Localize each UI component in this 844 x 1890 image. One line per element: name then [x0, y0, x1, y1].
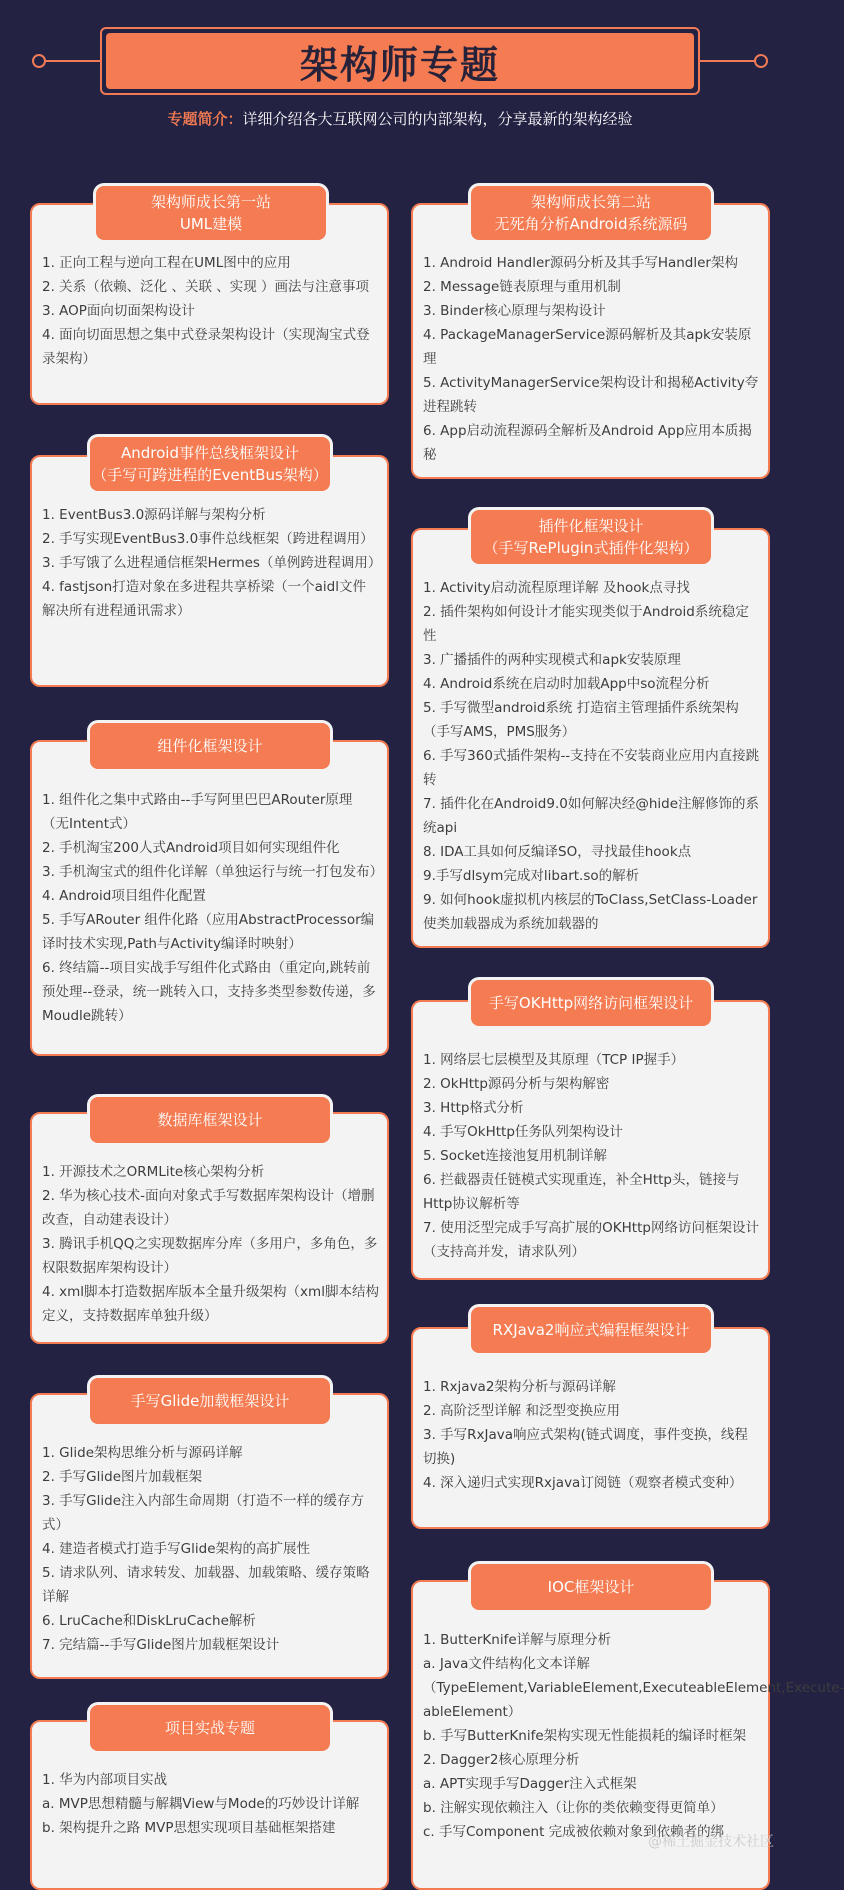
- list-item: 3. 广播插件的两种实现模式和apk安装原理: [423, 652, 681, 668]
- list-item: 3. Http格式分析: [423, 1100, 524, 1116]
- card-plugin: [411, 528, 770, 948]
- list-item: a. APT实现手写Dagger注入式框架: [423, 1776, 637, 1792]
- list-item: 5. 手写微型android系统 打造宿主管理插件系统架构（手写AMS，PMS服务）: [423, 700, 739, 740]
- list-item: 1. Glide架构思维分析与源码详解: [42, 1445, 243, 1461]
- list-item: 1. 开源技术之ORMLite核心架构分析: [42, 1164, 265, 1180]
- list-item: 9.手写dlsym完成对libart.so的解析: [423, 868, 640, 884]
- watermark: @稀土掘金技术社区: [648, 1834, 774, 1850]
- list-item: 4. PackageManagerService源码解析及其apk安装原理: [423, 327, 752, 367]
- list-item: 3. AOP面向切面架构设计: [42, 303, 195, 319]
- card-title-line: RXJava2响应式编程框架设计: [492, 1321, 690, 1339]
- list-item: 3. 手机淘宝式的组件化详解（单独运行与统一打包发布）: [42, 864, 384, 880]
- list-item: 3. 手写Glide注入内部生命周期（打造不一样的缓存方式）: [42, 1493, 365, 1533]
- list-item: 2. OkHttp源码分析与架构解密: [423, 1076, 610, 1092]
- list-item: 2. 手写Glide图片加载框架: [42, 1469, 203, 1485]
- card-glide: [30, 1393, 389, 1679]
- card-component-title: [90, 723, 330, 769]
- card-title-line: 插件化框架设计: [538, 517, 644, 535]
- title-line-right: [700, 60, 756, 62]
- list-item: 2. 高阶泛型详解 和泛型变换应用: [423, 1403, 620, 1419]
- card-database-title: [90, 1097, 330, 1143]
- list-item: 1. 华为内部项目实战: [42, 1772, 168, 1788]
- list-item: 4. 手写OkHttp任务队列架构设计: [423, 1124, 623, 1140]
- list-item: 4. 建造者模式打造手写Glide架构的高扩展性: [42, 1541, 311, 1557]
- list-item: a. MVP思想精髓与解耦View与Mode的巧妙设计详解: [42, 1796, 360, 1812]
- title-dot-right: [754, 54, 768, 68]
- list-item: 3. Binder核心原理与架构设计: [423, 303, 606, 319]
- list-item: 3. 腾讯手机QQ之实现数据库分库（多用户，多角色，多权限数据库架构设计）: [42, 1236, 378, 1276]
- list-item: 8. IDA工具如何反编译SO，寻找最佳hook点: [423, 844, 692, 860]
- card-uml-title: [96, 186, 326, 240]
- card-title-line: （手写可跨进程的EventBus架构）: [92, 466, 328, 484]
- card-title-line: 架构师成长第一站: [150, 193, 271, 211]
- card-okhttp-list: [413, 1048, 768, 1264]
- list-item: b. 架构提升之路 MVP思想实现项目基础框架搭建: [42, 1820, 336, 1836]
- list-item: 2. Message链表原理与重用机制: [423, 279, 621, 295]
- list-item: 5. 手写ARouter 组件化路（应用AbstractProcessor编译时技术实现,Path与Activity编译时映射）: [42, 912, 375, 952]
- card-eventbus-title: [90, 437, 330, 491]
- list-item: b. 注解实现依赖注入（让你的类依赖变得更简单）: [423, 1800, 724, 1816]
- card-title-line: 手写Glide加载框架设计: [130, 1392, 290, 1410]
- card-title-line: 架构师成长第二站: [530, 193, 651, 211]
- list-item: 4. xml脚本打造数据库版本全量升级架构（xml脚本结构定义，支持数据库单独升级）: [42, 1284, 379, 1324]
- list-item: 6. 终结篇--项目实战手写组件化式路由（重定向,跳转前预处理--登录，统一跳转入口，支持多类型参数传递，多Moudle跳转）: [42, 960, 376, 1024]
- card-android-source: [411, 203, 770, 479]
- list-item: 5. Socket连接池复用机制详解: [423, 1148, 607, 1164]
- list-item: 1. Activity启动流程原理详解 及hook点寻找: [423, 580, 690, 596]
- card-title-line: 手写OKHttp网络访问框架设计: [488, 994, 694, 1012]
- card-title-line: 项目实战专题: [164, 1719, 255, 1737]
- list-item: 1. 网络层七层模型及其原理（TCP IP握手）: [423, 1052, 685, 1068]
- list-item: 6. LruCache和DiskLruCache解析: [42, 1613, 256, 1629]
- list-item: b. 手写ButterKnife架构实现无性能损耗的编译时框架: [423, 1728, 747, 1744]
- list-item: 2. 华为核心技术-面向对象式手写数据库架构设计（增删改查，自动建表设计）: [42, 1188, 375, 1228]
- list-item: 7. 使用泛型完成手写高扩展的OKHttp网络访问框架设计（支持高并发，请求队列）: [423, 1220, 759, 1260]
- list-item: 4. 深入递归式实现Rxjava订阅链（观察者模式变种）: [423, 1475, 743, 1491]
- list-item: c. 手写Component 完成被依赖对象到依赖者的绑: [423, 1824, 725, 1840]
- list-item: 2. 关系（依赖、泛化 、关联 、实现 ）画法与注意事项: [42, 279, 370, 295]
- card-okhttp: [411, 1000, 770, 1280]
- card-ioc-list: [413, 1628, 844, 1844]
- card-uml-list: [32, 251, 387, 371]
- card-android-source-list: [413, 251, 768, 467]
- list-item: 4. Android项目组件化配置: [42, 888, 206, 904]
- card-eventbus-list: [32, 503, 387, 623]
- card-glide-list: [32, 1441, 387, 1657]
- list-item: 2. 手机淘宝200人式Android项目如何实现组件化: [42, 840, 340, 856]
- list-item: 1. 组件化之集中式路由--手写阿里巴巴ARouter原理（无Intent式）: [42, 792, 353, 832]
- card-rxjava: [411, 1327, 770, 1529]
- card-database-list: [32, 1160, 387, 1328]
- list-item: a. Java文件结构化文本详解（TypeElement,VariableElement,ExecuteableElement,Execute-ableElement）: [423, 1656, 844, 1720]
- card-title-line: 组件化框架设计: [157, 737, 263, 755]
- intro-label: 专题简介：: [167, 110, 243, 128]
- card-project-title: [90, 1705, 330, 1751]
- card-plugin-title: [471, 510, 711, 564]
- card-ioc-title: [471, 1564, 711, 1610]
- card-rxjava-list: [413, 1375, 768, 1495]
- card-rxjava-title: [471, 1307, 711, 1353]
- list-item: 4. 面向切面思想之集中式登录架构设计（实现淘宝式登录架构）: [42, 327, 370, 367]
- list-item: 1. Android Handler源码分析及其手写Handler架构: [423, 255, 738, 271]
- list-item: 4. fastjson打造对象在多进程共享桥梁（一个aidl文件解决所有进程通讯需求）: [42, 579, 366, 619]
- card-title-line: IOC框架设计: [547, 1578, 635, 1596]
- list-item: 1. EventBus3.0源码详解与架构分析: [42, 507, 266, 523]
- title-dot-left: [32, 54, 46, 68]
- list-item: 3. 手写RxJava响应式架构(链式调度，事件变换，线程切换): [423, 1427, 748, 1467]
- list-item: 4. Android系统在启动时加载App中so流程分析: [423, 676, 710, 692]
- card-android-source-title: [471, 186, 711, 240]
- list-item: 6. 手写360式插件架构--支持在不安装商业应用内直接跳转: [423, 748, 760, 788]
- card-title-line: 无死角分析Android系统源码: [494, 215, 688, 233]
- card-title-line: UML建模: [179, 215, 243, 233]
- page-title-box: [100, 27, 700, 95]
- list-item: 1. Rxjava2架构分析与源码详解: [423, 1379, 616, 1395]
- list-item: 6. 拦截器责任链模式实现重连，补全Http头，链接与Http协议解析等: [423, 1172, 740, 1212]
- card-title-line: Android事件总线框架设计: [121, 444, 299, 462]
- list-item: 3. 手写饿了么进程通信框架Hermes（单例跨进程调用）: [42, 555, 382, 571]
- card-title-line: （手写RePlugin式插件化架构）: [483, 539, 699, 557]
- card-title-line: 数据库框架设计: [157, 1111, 263, 1129]
- card-project-list: [32, 1768, 387, 1840]
- card-database: [30, 1112, 389, 1344]
- card-component: [30, 740, 389, 1056]
- list-item: 9. 如何hook虚拟机内核层的ToClass,SetClass-Loader使类加载器成为系统加载器的: [423, 892, 758, 932]
- list-item: 7. 插件化在Android9.0如何解决经@hide注解修饰的系统api: [423, 796, 760, 836]
- list-item: 2. 手写实现EventBus3.0事件总线框架（跨进程调用）: [42, 531, 374, 547]
- title-line-left: [44, 60, 100, 62]
- list-item: 5. 请求队列、请求转发、加载器、加载策略、缓存策略详解: [42, 1565, 370, 1605]
- list-item: 2. Dagger2核心原理分析: [423, 1752, 580, 1768]
- list-item: 1. ButterKnife详解与原理分析: [423, 1632, 612, 1648]
- page-title: 架构师专题: [106, 33, 694, 89]
- card-plugin-list: [413, 576, 768, 936]
- list-item: 2. 插件架构如何设计才能实现类似于Android系统稳定性: [423, 604, 749, 644]
- list-item: 6. App启动流程源码全解析及Android App应用本质揭秘: [423, 423, 752, 463]
- list-item: 1. 正向工程与逆向工程在UML图中的应用: [42, 255, 291, 271]
- list-item: 5. ActivityManagerService架构设计和揭秘Activity夸进程跳转: [423, 375, 759, 415]
- intro: [0, 108, 800, 129]
- list-item: 7. 完结篇--手写Glide图片加载框架设计: [42, 1637, 280, 1653]
- card-glide-title: [90, 1378, 330, 1424]
- card-component-list: [32, 788, 387, 1028]
- intro-text: 详细介绍各大互联网公司的内部架构，分享最新的架构经验: [242, 110, 633, 128]
- card-okhttp-title: [471, 980, 711, 1026]
